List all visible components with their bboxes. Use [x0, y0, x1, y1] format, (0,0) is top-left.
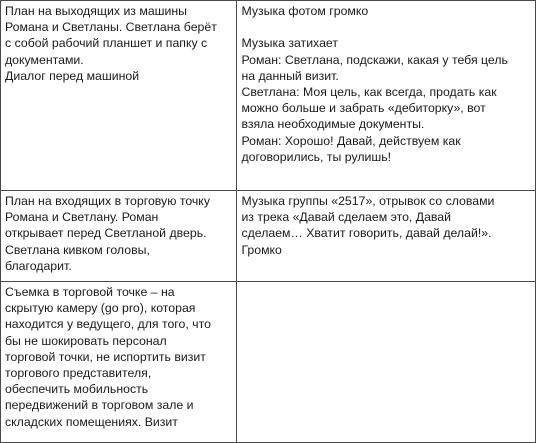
audio-dialogue-cell	[237, 191, 536, 282]
text-line: План на входящих в торговую точку	[5, 194, 210, 208]
text-line: Музыка затихает	[241, 36, 338, 51]
text-line: с собой рабочий планшет и папку с	[5, 36, 208, 51]
text-line: передвижений в торговом зале и	[5, 398, 194, 413]
blank-line	[241, 19, 530, 35]
text-line: сделаем… Хватит говорить, давай делай!».	[241, 226, 492, 241]
text-line: открывает перед Светланой дверь.	[5, 226, 207, 241]
text-line: благодарит.	[5, 258, 72, 273]
text-line: можно больше и забрать «дебиторку», вот	[241, 101, 486, 116]
text-line: находится у ведущего, для того, что	[5, 317, 211, 332]
text-line: договорились, ты рулишь!	[241, 149, 392, 164]
text-line: Музыка группы «2517», отрывок со словами	[241, 194, 495, 208]
table-row	[1, 191, 536, 282]
audio-dialogue-cell-empty	[237, 282, 536, 443]
text-line: Музыка фотом громко	[241, 4, 369, 18]
table-row	[1, 282, 536, 443]
text-line: План на выходящих из машины	[5, 4, 188, 18]
audio-dialogue-cell	[237, 1, 536, 191]
text-line: Светлана кивком головы,	[5, 242, 150, 257]
table-row	[1, 1, 536, 191]
text-line: Роман: Хорошо! Давай, действуем как	[241, 133, 461, 148]
text-line: документами.	[5, 52, 84, 67]
text-line: бы не шокировать персонал	[5, 333, 167, 348]
text-line: на данный визит.	[241, 68, 339, 83]
text-line: складских помещениях. Визит	[5, 414, 178, 429]
text-line: торгового представителя,	[5, 366, 152, 381]
scene-description-cell	[1, 191, 237, 282]
text-line: Романа и Светланы. Светлана берёт	[5, 20, 217, 35]
scene-description-cell	[1, 282, 237, 443]
text-line: Светлана: Моя цель, как всегда, продать как	[241, 85, 497, 99]
scene-description-cell	[1, 1, 237, 191]
text-line: Романа и Светлану. Роман	[5, 210, 159, 225]
text-line: обеспечить мобильность	[5, 382, 149, 397]
text-line: Съемка в торговой точке – на	[5, 285, 175, 299]
text-line: из трека «Давай сделаем это, Давай	[241, 210, 452, 225]
text-line: торговой точки, не испортить визит	[5, 349, 206, 364]
text-line: Громко	[241, 242, 282, 257]
text-line: взяла необходимые документы.	[241, 117, 425, 132]
text-line: Роман: Светлана, подскажи, какая у тебя цель	[241, 52, 508, 67]
text-line: скрытую камеру (go pro), которая	[5, 301, 196, 316]
text-line: Диалог перед машиной	[5, 68, 140, 83]
